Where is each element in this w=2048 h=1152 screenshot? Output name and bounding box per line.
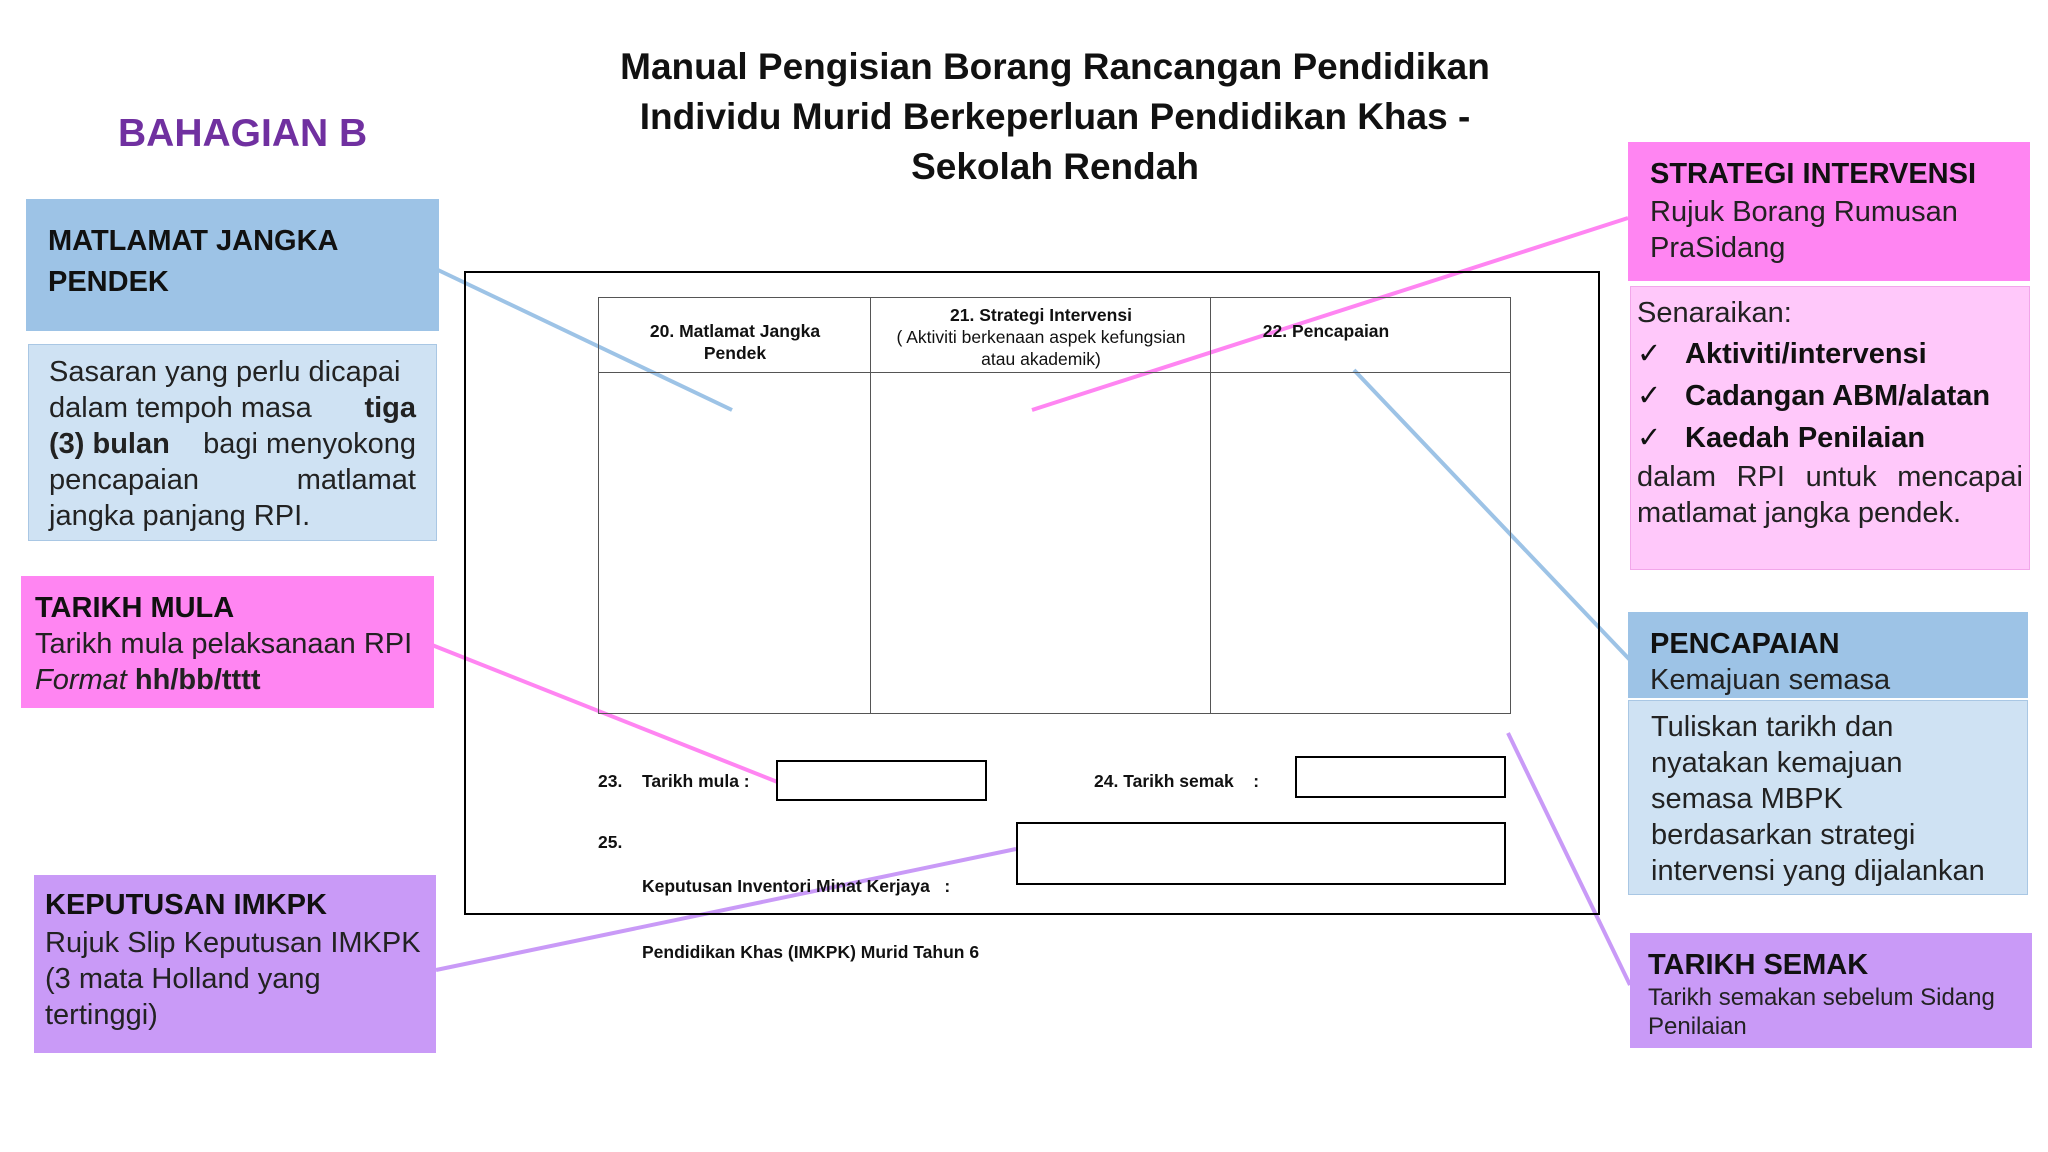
- section-label: BAHAGIAN B: [118, 112, 368, 155]
- checklist-item: ✓ Kaedah Penilaian: [1637, 422, 1926, 454]
- keputusan-imkpk-callout: KEPUTUSAN IMKPK Rujuk Slip Keputusan IMKPK (3 mata Holland yang tertinggi): [34, 875, 436, 1053]
- matlamat-callout-header: MATLAMAT JANGKA PENDEK: [26, 199, 439, 331]
- tarikh-semak-input[interactable]: [1295, 756, 1506, 798]
- pencapaian-callout-body: Tuliskan tarikh dan nyatakan kemajuan semasa MBPK berdasarkan strategi intervensi yang dijalankan: [1628, 700, 2028, 895]
- tarikh-mula-input[interactable]: [776, 760, 987, 801]
- field-23-number: 23.: [598, 771, 623, 791]
- col-header-strategi: 21. Strategi Intervensi ( Aktiviti berkenaan aspek kefungsian atau akademik): [896, 305, 1186, 369]
- field-25-number: 25.: [598, 832, 623, 852]
- col-header-matlamat: 20. Matlamat Jangka Pendek: [649, 321, 821, 363]
- keputusan-imkpk-input[interactable]: [1016, 822, 1506, 885]
- matlamat-callout-body: Sasaran yang perlu dicapai dalam tempoh masa tiga (3) bulan bagi menyokong pencapaian matlamat jangka panjang RPI.: [28, 344, 437, 541]
- tarikh-semak-callout: TARIKH SEMAK Tarikh semakan sebelum Sidang Penilaian: [1630, 933, 2032, 1048]
- pencapaian-callout-header: PENCAPAIAN Kemajuan semasa: [1628, 612, 2028, 698]
- strategi-checklist: [1637, 333, 2023, 459]
- checklist-item: ✓ Cadangan ABM/alatan: [1637, 380, 1991, 412]
- strategi-callout-header: STRATEGI INTERVENSI Rujuk Borang Rumusan PraSidang: [1628, 142, 2030, 281]
- strategi-callout-body: Senaraikan: ✓ Aktiviti/intervensi ✓ Cadangan ABM/alatan ✓ Kaedah Penilaian dalam RPI untuk mencapai matlamat jangka pendek.: [1630, 286, 2030, 570]
- field-23-label: Tarikh mula :: [642, 771, 750, 791]
- form-table: [598, 297, 1511, 714]
- tarikh-mula-callout: TARIKH MULA Tarikh mula pelaksanaan RPI Format hh/bb/tttt: [21, 576, 434, 708]
- checklist-item: ✓ Aktiviti/intervensi: [1637, 338, 1927, 370]
- page-title: Manual Pengisian Borang Rancangan Pendidikan Individu Murid Berkeperluan Pendidikan Khas - Sekolah Rendah: [620, 46, 1490, 187]
- col-header-pencapaian: 22. Pencapaian: [1262, 321, 1390, 341]
- field-25-label: Keputusan Inventori Minat Kerjaya : Pendidikan Khas (IMKPK) Murid Tahun 6: [642, 876, 980, 962]
- field-24-label: 24. Tarikh semak :: [1094, 771, 1260, 791]
- table-header-divider: [599, 372, 1510, 373]
